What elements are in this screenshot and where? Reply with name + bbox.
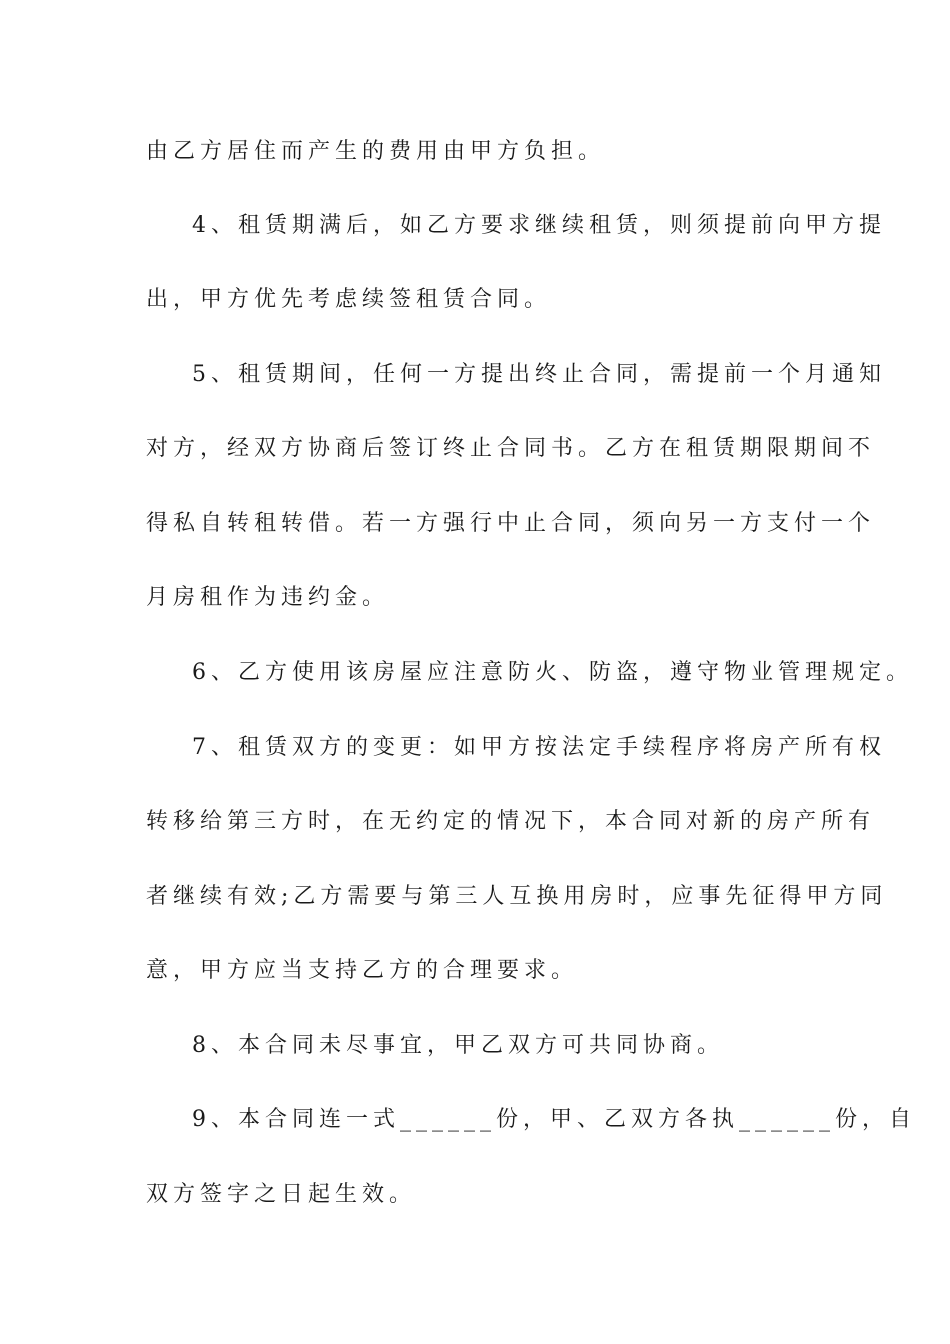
clause-7-line-1: 7、租赁双方的变更：如甲方按法定手续程序将房产所有权: [192, 735, 886, 760]
clause-4-line-2: 出，甲方优先考虑续签租赁合同。: [146, 287, 552, 312]
clause-5-line-1: 5、租赁期间，任何一方提出终止合同，需提前一个月通知: [192, 362, 886, 387]
clause-5-line-4: 月房租作为违约金。: [146, 585, 390, 610]
clause-5-line-3: 得私自转租转借。若一方强行中止合同，须向另一方支付一个: [146, 511, 876, 536]
clause-7-line-2: 转移给第三方时，在无约定的情况下，本合同对新的房产所有: [146, 809, 876, 834]
clause-5-line-2: 对方，经双方协商后签订终止合同书。乙方在租赁期限期间不: [146, 436, 876, 461]
clause-7-line-3: 者继续有效;乙方需要与第三人互换用房时，应事先征得甲方同: [146, 884, 888, 909]
clause-9-line-2: 双方签字之日起生效。: [146, 1182, 417, 1207]
text-line: 由乙方居住而产生的费用由甲方负担。: [146, 139, 606, 164]
clause-7-line-4: 意，甲方应当支持乙方的合理要求。: [146, 958, 579, 983]
clause-8-line-1: 8、本合同未尽事宜，甲乙双方可共同协商。: [192, 1033, 724, 1058]
clause-4-line-1: 4、租赁期满后，如乙方要求继续租赁，则须提前向甲方提: [192, 213, 886, 238]
clause-9-line-1: 9、本合同连一式______份，甲、乙双方各执______份，自: [192, 1107, 916, 1132]
clause-6-line-1: 6、乙方使用该房屋应注意防火、防盗，遵守物业管理规定。: [192, 660, 913, 685]
